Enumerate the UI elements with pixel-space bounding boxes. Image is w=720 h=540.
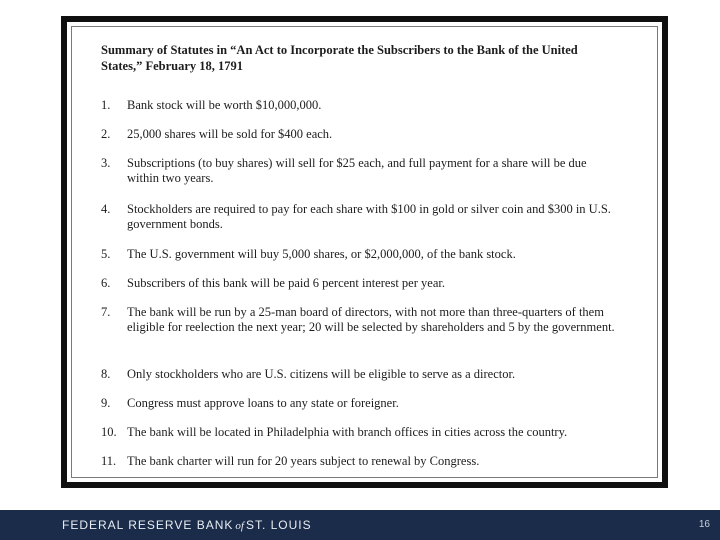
- item-number: 10.: [101, 425, 117, 439]
- item-number: 1.: [101, 98, 111, 112]
- document-title: Summary of Statutes in “An Act to Incorporate the Subscribers to the Bank of the United States,” February 18, 1791: [101, 43, 578, 73]
- item-text: Only stockholders who are U.S. citizens will be eligible to serve as a director.: [127, 367, 516, 381]
- logo-text-bank: FEDERAL RESERVE BANK: [62, 518, 234, 532]
- item-text: Subscribers of this bank will be paid 6 percent interest per year.: [127, 276, 445, 290]
- item-text: 25,000 shares will be sold for $400 each.: [127, 127, 333, 141]
- logo-text-city: ST. LOUIS: [245, 518, 312, 532]
- item-text: The bank charter will run for 20 years subject to renewal by Congress.: [127, 454, 480, 468]
- page-number: 16: [698, 519, 710, 530]
- document-page: [71, 26, 658, 478]
- footer-bar: [0, 510, 720, 540]
- item-number: 9.: [101, 396, 111, 410]
- federal-reserve-logo: [62, 518, 312, 533]
- item-text: Stockholders are required to pay for each share with $100 in gold or silver coin and $300 in U.S. government bonds.: [127, 202, 611, 231]
- logo-text-of: of: [235, 520, 244, 532]
- item-text: Subscriptions (to buy shares) will sell for $25 each, and full payment for a share will be due within two years.: [127, 156, 587, 185]
- item-text: The U.S. government will buy 5,000 shares, or $2,000,000, of the bank stock.: [127, 247, 516, 261]
- item-text: Bank stock will be worth $10,000,000.: [127, 98, 322, 112]
- item-number: 2.: [101, 127, 111, 141]
- item-number: 8.: [101, 367, 111, 381]
- item-number: 6.: [101, 276, 111, 290]
- item-number: 7.: [101, 305, 111, 319]
- document-image-frame: [61, 16, 668, 488]
- item-number: 4.: [101, 202, 111, 216]
- item-text: The bank will be run by a 25-man board of directors, with not more than three-quarters of them eligible for reelection the next year; 20 will be selected by shareholders and 5 by the government.: [127, 305, 615, 334]
- item-text: Congress must approve loans to any state or foreigner.: [127, 396, 399, 410]
- item-number: 3.: [101, 156, 111, 170]
- item-number: 11.: [101, 454, 117, 468]
- item-number: 5.: [101, 247, 111, 261]
- item-text: The bank will be located in Philadelphia with branch offices in cities across the country.: [127, 425, 568, 439]
